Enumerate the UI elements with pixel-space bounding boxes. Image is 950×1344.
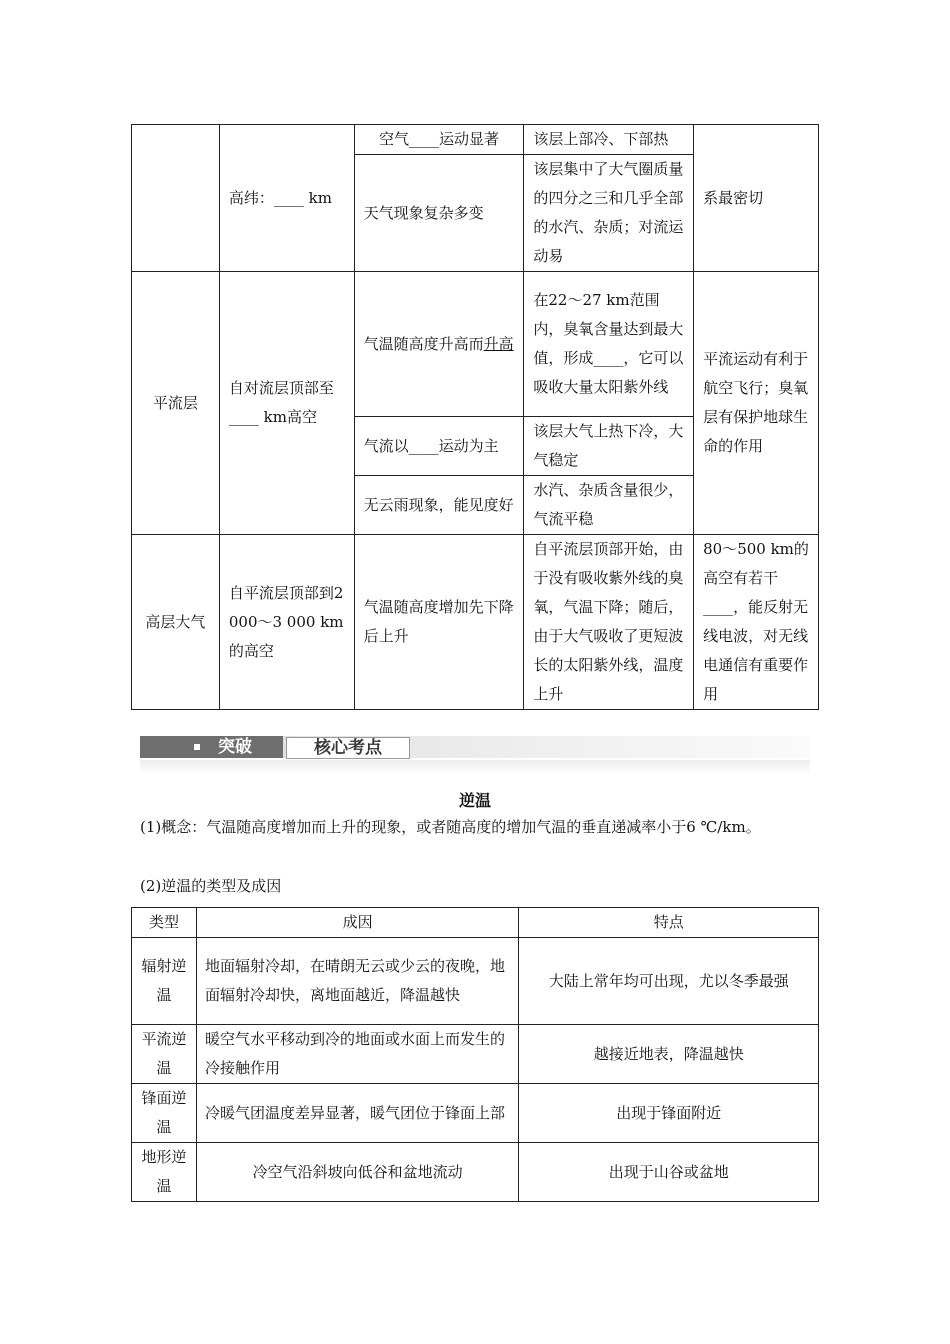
header-cause: 成因 xyxy=(196,908,519,938)
stratosphere-feature-1b: 升高 xyxy=(483,334,514,353)
stratosphere-feature-2: 气流以____运动为主 xyxy=(354,417,524,476)
row-feature: 出现于山谷或盆地 xyxy=(519,1143,819,1202)
row-type: 锋面逆温 xyxy=(132,1084,197,1143)
troposphere-feature-2: 天气现象复杂多变 xyxy=(354,155,524,272)
stratosphere-height: 自对流层顶部至____ km高空 xyxy=(219,272,354,535)
stratosphere-relation: 平流运动有利于航空飞行；臭氧层有保护地球生命的作用 xyxy=(694,272,819,535)
table-row xyxy=(132,938,819,1025)
concept-paragraph: (1)概念：气温随高度增加而上升的现象，或者随高度的增加气温的垂直递减率小于6 ℃/km。 xyxy=(140,818,761,836)
header-feature: 特点 xyxy=(519,908,819,938)
row-feature: 出现于锋面附近 xyxy=(519,1084,819,1143)
table-row xyxy=(132,1084,819,1143)
stratosphere-reason-1: 在22～27 km范围内，臭氧含量达到最大值，形成____，它可以吸收大量太阳紫外线 xyxy=(524,272,694,417)
atmosphere-layers-table xyxy=(131,124,819,710)
row-cause: 冷暖气团温度差异显著，暖气团位于锋面上部 xyxy=(196,1084,519,1143)
row-feature: 大陆上常年均可出现，尤以冬季最强 xyxy=(519,938,819,1025)
stratosphere-feature-1 xyxy=(354,272,524,417)
troposphere-relation: 系最密切 xyxy=(694,125,819,272)
row-cause: 地面辐射冷却，在晴朗无云或少云的夜晚，地面辐射冷却快，离地面越近，降温越快 xyxy=(196,938,519,1025)
troposphere-height-cell: 高纬：____ km xyxy=(219,125,354,272)
upper-atmosphere-height: 自平流层顶部到2 000～3 000 km的高空 xyxy=(219,535,354,710)
stratosphere-feature-3: 无云雨现象，能见度好 xyxy=(354,476,524,535)
upper-atmosphere-name: 高层大气 xyxy=(132,535,220,710)
table-row xyxy=(132,1025,819,1084)
row-type: 地形逆温 xyxy=(132,1143,197,1202)
row-cause: 冷空气沿斜坡向低谷和盆地流动 xyxy=(196,1143,519,1202)
inversion-types-table xyxy=(131,907,819,1202)
row-type: 辐射逆温 xyxy=(132,938,197,1025)
upper-atmosphere-reason: 自平流层顶部开始，由于没有吸收紫外线的臭氧，气温下降；随后，由于大气吸收了更短波长的太阳紫外线，温度上升 xyxy=(524,535,694,710)
troposphere-reason-2: 该层集中了大气圈质量的四分之三和几乎全部的水汽、杂质；对流运动易 xyxy=(524,155,694,272)
row-cause: 暖空气水平移动到冷的地面或水面上而发生的冷接触作用 xyxy=(196,1025,519,1084)
banner-shadow xyxy=(140,760,810,774)
types-heading: (2)逆温的类型及成因 xyxy=(140,877,282,895)
banner-tag-core-points: 核心考点 xyxy=(286,737,410,759)
row-feature: 越接近地表，降温越快 xyxy=(519,1025,819,1084)
upper-atmosphere-relation: 80～500 km的高空有若干____，能反射无线电波，对无线电通信有重要作用 xyxy=(694,535,819,710)
troposphere-feature-1: 空气____运动显著 xyxy=(354,125,524,155)
section-title: 逆温 xyxy=(458,791,491,810)
troposphere-reason-1: 该层上部冷、下部热 xyxy=(524,125,694,155)
troposphere-name-cell xyxy=(132,125,220,272)
row-type: 平流逆温 xyxy=(132,1025,197,1084)
stratosphere-reason-2: 该层大气上热下冷，大气稳定 xyxy=(524,417,694,476)
banner-square-icon xyxy=(194,744,200,750)
banner-tag-breakthrough xyxy=(140,736,283,758)
table-row xyxy=(132,1143,819,1202)
upper-atmosphere-feature: 气温随高度增加先下降后上升 xyxy=(354,535,524,710)
stratosphere-feature-1a: 气温随高度升高而 xyxy=(363,334,484,353)
banner-tag1-label: 突破 xyxy=(218,737,252,757)
header-type: 类型 xyxy=(132,908,197,938)
stratosphere-name: 平流层 xyxy=(132,272,220,535)
section-banner xyxy=(140,736,810,776)
stratosphere-reason-3: 水汽、杂质含量很少，气流平稳 xyxy=(524,476,694,535)
